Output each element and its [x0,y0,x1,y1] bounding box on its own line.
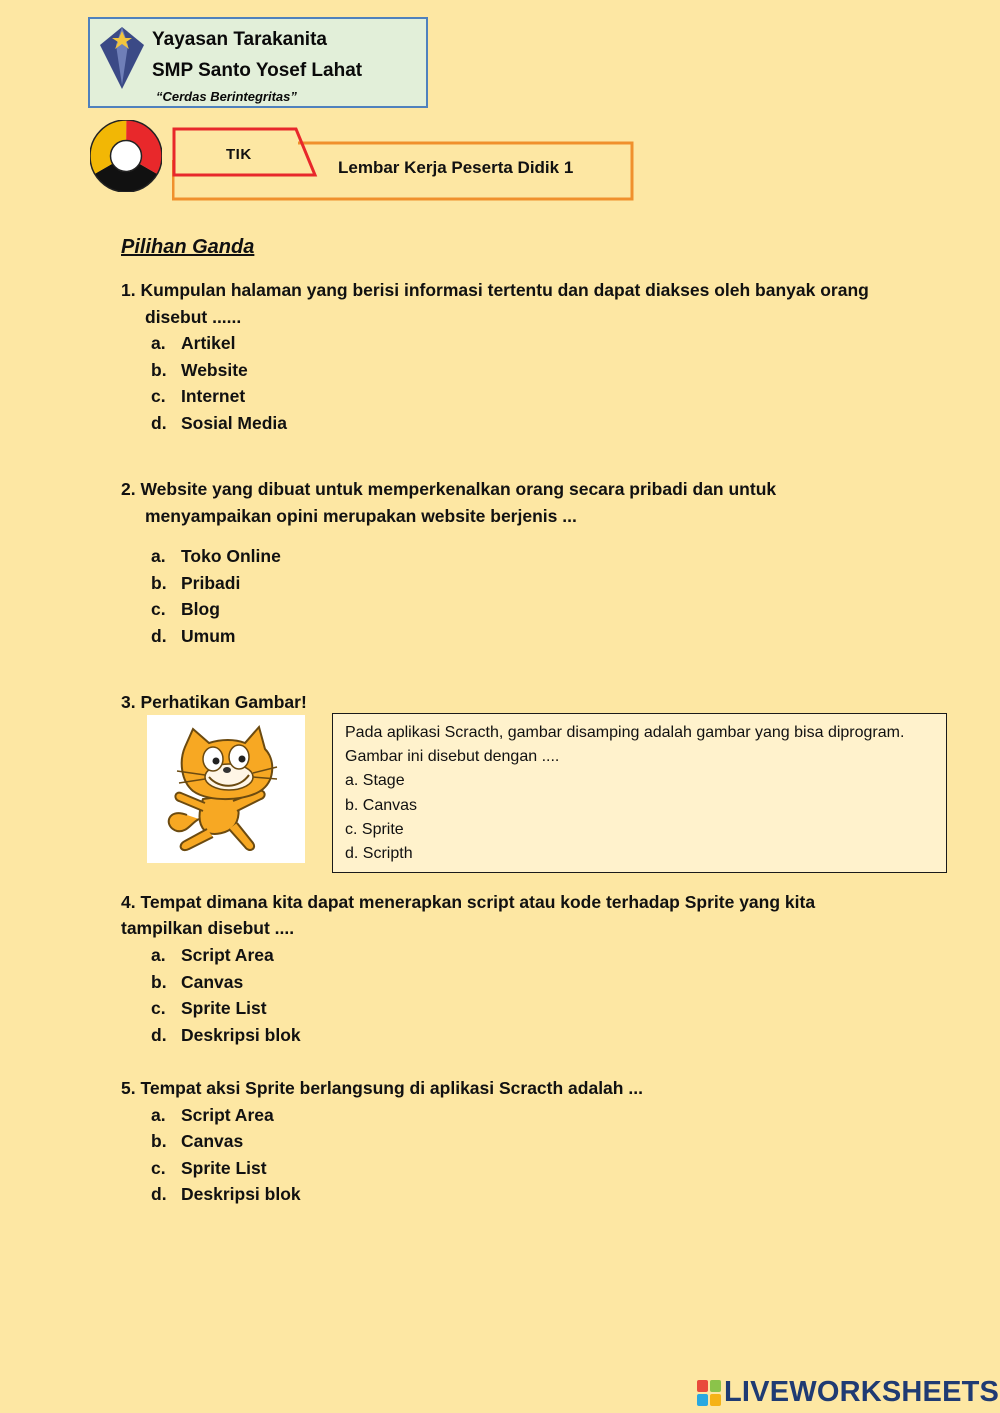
school-header-box [88,17,428,108]
option-letter: b. [151,572,167,593]
option-letter: d. [151,625,167,646]
question-2-option-d[interactable] [151,623,235,650]
liveworksheets-wordmark: LIVEWORKSHEETS [724,1376,1000,1408]
question-1-option-c[interactable] [151,383,245,410]
question-2-option-a[interactable] [151,543,281,570]
question-4-option-b[interactable] [151,969,243,996]
school-crest-icon [98,25,146,91]
option-text: Script Area [181,1104,274,1125]
option-letter: a. [151,945,166,965]
question-5-option-d[interactable] [151,1181,301,1208]
question-5-option-b[interactable] [151,1128,243,1155]
question-2-text-cont: menyampaikan opini merupakan website berjenis ... [145,506,577,526]
question-3-box [332,713,947,873]
option-text: Script Area [181,945,274,965]
question-1-option-d[interactable] [151,410,287,437]
question-4-text-cont: tampilkan disebut .... [121,918,295,938]
option-text: Umum [181,625,236,646]
question-3-option-a[interactable]: a. Stage [345,772,405,790]
question-4-option-c[interactable] [151,995,267,1022]
question-1-text: 1. Kumpulan halaman yang berisi informasi tertentu dan dapat diakses oleh banyak orang [121,280,869,300]
option-letter: c. [151,998,166,1018]
option-text: Sprite List [181,998,267,1018]
option-letter: b. [151,1131,167,1151]
option-letter: a. [151,1104,166,1125]
option-text: Canvas [181,971,244,992]
question-5-option-a[interactable] [151,1102,274,1129]
option-letter: d. [151,412,167,433]
segmented-ring-icon [90,120,162,192]
option-text: Artikel [181,333,236,353]
foundation-name: Yayasan Tarakanita [152,29,327,50]
option-letter: d. [151,1024,167,1045]
question-2-option-b[interactable] [151,570,240,597]
question-4-option-d[interactable] [151,1022,301,1049]
question-3-box-line: Pada aplikasi Scracth, gambar disamping adalah gambar yang bisa diprogram. [345,724,905,741]
option-text: Internet [181,386,246,406]
option-text: Sprite List [181,1157,267,1178]
option-text: Toko Online [181,546,281,566]
option-letter: a. [151,333,166,353]
question-3-text: 3. Perhatikan Gambar! [121,692,307,712]
question-4-option-a[interactable] [151,942,274,969]
option-letter: b. [151,359,167,380]
question-3-box-line: Gambar ini disebut dengan .... [345,748,560,766]
option-text: Website [181,359,248,380]
option-text: Pribadi [181,572,241,593]
question-1-text-cont: disebut ...... [145,307,242,327]
option-letter: c. [151,386,166,406]
question-2-option-c[interactable] [151,596,220,623]
option-letter: b. [151,971,167,992]
option-text: Deskripsi blok [181,1184,301,1204]
question-3-option-d[interactable]: d. Scripth [345,845,413,863]
question-1-option-b[interactable] [151,357,248,384]
subject-label: TIK [226,146,252,163]
question-1-option-a[interactable] [151,330,235,357]
school-name: SMP Santo Yosef Lahat [152,60,363,81]
liveworksheets-logo-icon [697,1380,721,1406]
question-5-option-c[interactable] [151,1155,267,1182]
option-text: Deskripsi blok [181,1024,301,1045]
option-letter: c. [151,599,166,619]
option-letter: d. [151,1184,167,1204]
question-4-text: 4. Tempat dimana kita dapat menerapkan script atau kode terhadap Sprite yang kita [121,892,816,912]
worksheet-title: Lembar Kerja Peserta Didik 1 [338,158,574,177]
option-text: Canvas [181,1131,244,1151]
scratch-cat-icon [147,715,305,863]
question-5-text: 5. Tempat aksi Sprite berlangsung di aplikasi Scracth adalah ... [121,1078,643,1098]
section-title: Pilihan Ganda [121,236,255,258]
school-motto: “Cerdas Berintegritas” [156,89,297,104]
scratch-cat-image [147,715,305,863]
option-text: Sosial Media [181,412,288,433]
option-text: Blog [181,599,220,619]
option-letter: a. [151,546,166,566]
question-2-text: 2. Website yang dibuat untuk memperkenalkan orang secara pribadi dan untuk [121,479,777,499]
question-3-option-c[interactable]: c. Sprite [345,820,404,838]
question-3-option-b[interactable]: b. Canvas [345,796,418,814]
option-letter: c. [151,1157,166,1178]
